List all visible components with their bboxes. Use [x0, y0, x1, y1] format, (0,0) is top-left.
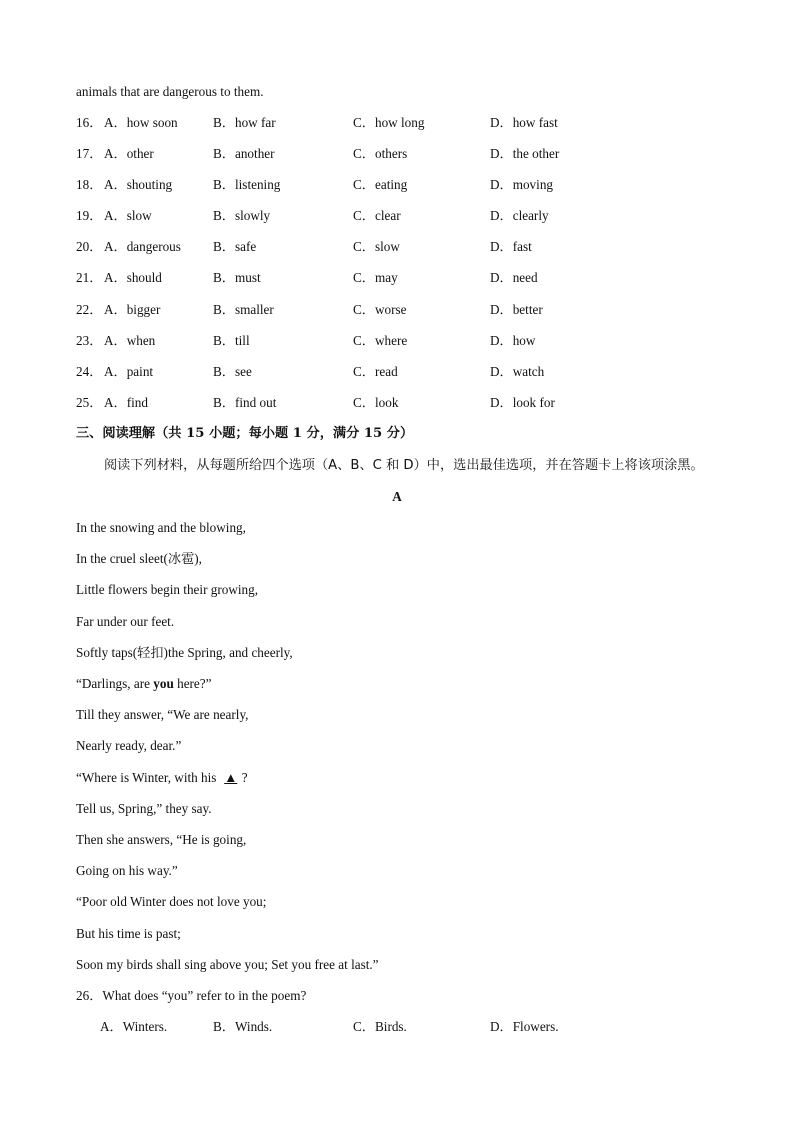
option-b: B．safe [213, 239, 257, 254]
poem-line [76, 675, 212, 693]
option-a: A．paint [104, 364, 154, 379]
option-a: A．Winters. [100, 1019, 168, 1034]
option-c: C．clear [353, 208, 401, 223]
poem-line: Till they answer, “We are nearly, [76, 707, 249, 722]
section-title: 三、阅读理解（共 15 小题；每小题 1 分，满分 15 分） [76, 426, 414, 441]
question-number: 20． [76, 239, 103, 254]
question-number: 21． [76, 270, 103, 285]
question-number: 18． [76, 177, 103, 192]
option-c: C．worse [353, 302, 407, 317]
option-c: C．read [353, 364, 398, 379]
option-d: D．better [490, 302, 543, 317]
option-b: B．Winds. [213, 1019, 273, 1034]
poem-line: In the cruel sleet(冰雹), [76, 551, 202, 566]
option-c: C．where [353, 333, 408, 348]
poem-line: Tell us, Spring,” they say. [76, 801, 212, 816]
option-b: B．see [213, 364, 252, 379]
option-c: C．slow [353, 239, 400, 254]
option-b: B．till [213, 333, 250, 348]
poem-line: Nearly ready, dear.” [76, 738, 182, 753]
option-d: D．need [490, 270, 538, 285]
emphasized-word: you [153, 676, 174, 691]
option-a: A．how soon [104, 115, 178, 130]
poem-text: here?” [173, 676, 212, 691]
option-d: D．look for [490, 395, 555, 410]
passage-label: A [392, 489, 402, 504]
option-b: B．how far [213, 115, 276, 130]
poem-text: “Where is Winter, with his [76, 770, 220, 785]
option-d: D．moving [490, 177, 554, 192]
poem-line: Soon my birds shall sing above you; Set you free at last.” [76, 957, 379, 972]
poem-text: ? [241, 770, 248, 785]
option-c: C．others [353, 146, 408, 161]
option-c: C．look [353, 395, 399, 410]
option-d: D．how [490, 333, 536, 348]
option-c: C．how long [353, 115, 425, 130]
option-a: A．other [104, 146, 154, 161]
question-number: 17． [76, 146, 103, 161]
poem-line: Softly taps(轻扣)the Spring, and cheerly, [76, 645, 293, 660]
poem-line: “Poor old Winter does not love you; [76, 894, 267, 909]
option-a: A．slow [104, 208, 152, 223]
option-d: D．fast [490, 239, 532, 254]
poem-line: Far under our feet. [76, 614, 175, 629]
question-number: 19． [76, 208, 103, 223]
option-a: A．should [104, 270, 162, 285]
option-a: A．find [104, 395, 148, 410]
poem-line: But his time is past; [76, 926, 181, 941]
option-d: D．how fast [490, 115, 558, 130]
option-b: B．must [213, 270, 261, 285]
option-b: B．slowly [213, 208, 271, 223]
option-b: B．another [213, 146, 275, 161]
option-a: A．shouting [104, 177, 173, 192]
option-c: C．may [353, 270, 398, 285]
intro-line: animals that are dangerous to them. [76, 84, 264, 99]
option-d: D．Flowers. [490, 1019, 559, 1034]
question-number: 23． [76, 333, 103, 348]
option-a: A．dangerous [104, 239, 181, 254]
option-b: B．smaller [213, 302, 274, 317]
option-a: A．bigger [104, 302, 161, 317]
option-b: B．listening [213, 177, 281, 192]
question-number: 25． [76, 395, 103, 410]
poem-text: “Darlings, are [76, 676, 154, 691]
poem-line: Going on his way.” [76, 863, 178, 878]
question-26-stem: 26．What does “you” refer to in the poem? [76, 988, 307, 1003]
option-d: D．the other [490, 146, 560, 161]
question-number: 16． [76, 115, 103, 130]
option-c: C．Birds. [353, 1019, 407, 1034]
question-number: 24． [76, 364, 103, 379]
option-c: C．eating [353, 177, 408, 192]
section-instructions: 阅读下列材料，从每题所给四个选项（A、B、C 和 D）中，选出最佳选项，并在答题卡上将该项涂黑。 [104, 458, 704, 473]
poem-line: In the snowing and the blowing, [76, 520, 246, 535]
poem-line: Little flowers begin their growing, [76, 582, 259, 597]
poem-line: Then she answers, “He is going, [76, 832, 247, 847]
option-b: B．find out [213, 395, 277, 410]
option-a: A．when [104, 333, 156, 348]
option-d: D．watch [490, 364, 545, 379]
answer-blank: ▲ [224, 770, 238, 785]
option-d: D．clearly [490, 208, 549, 223]
poem-line [76, 769, 248, 787]
question-number: 22． [76, 302, 103, 317]
